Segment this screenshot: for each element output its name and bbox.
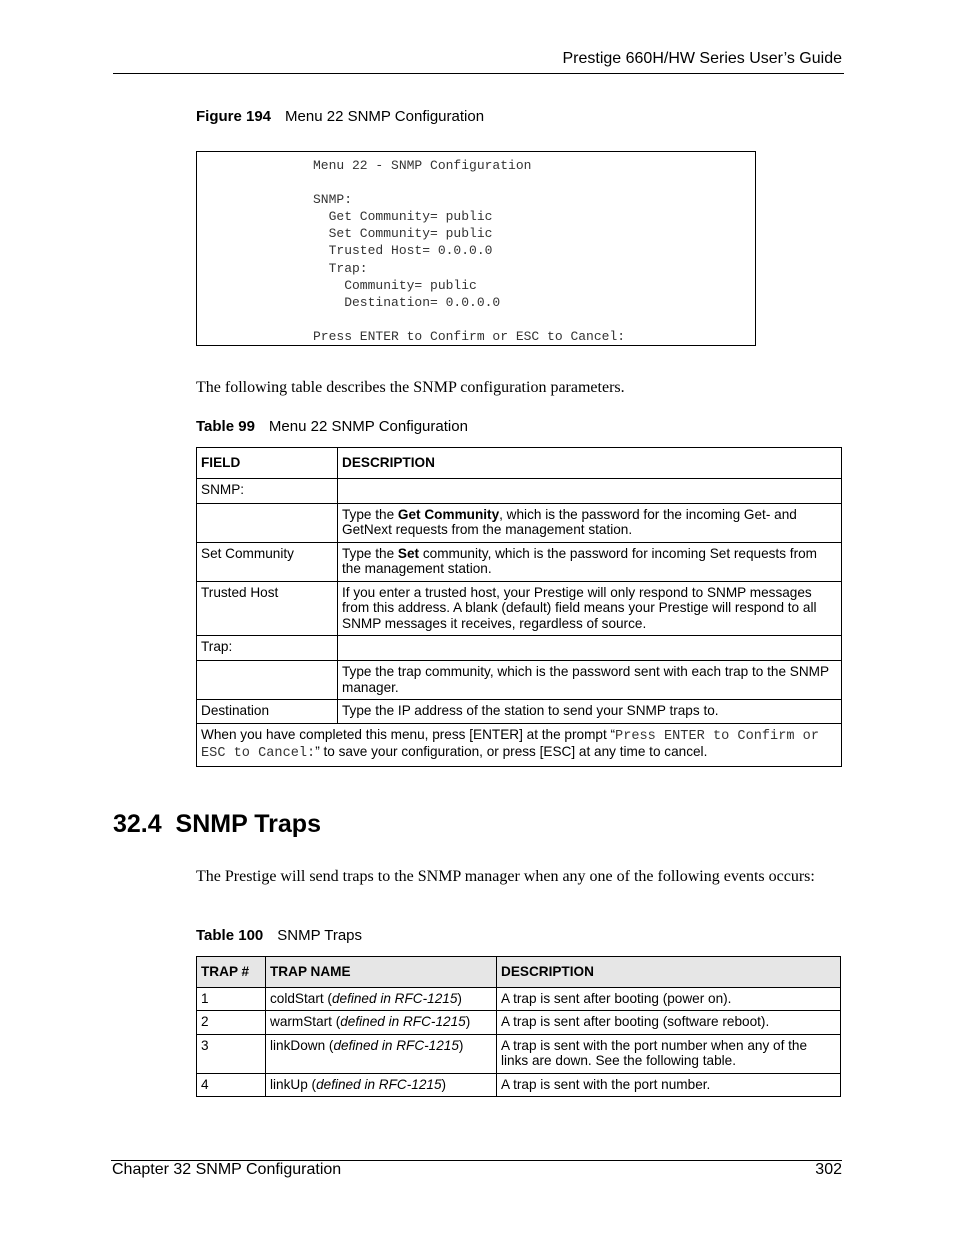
table-row xyxy=(197,636,842,661)
table-row xyxy=(197,700,842,724)
footer-chapter: Chapter 32 SNMP Configuration xyxy=(112,1161,342,1178)
figure-caption xyxy=(196,108,484,125)
snmp-traps-table xyxy=(196,956,841,1097)
table-row xyxy=(197,581,842,636)
field-cell: Trap: xyxy=(197,636,338,661)
screen-line: Destination= 0.0.0.0 xyxy=(313,294,501,310)
description-cell xyxy=(338,661,842,700)
description-cell: A trap is sent with the port number. xyxy=(497,1073,841,1097)
table99-title: Menu 22 SNMP Configuration xyxy=(268,418,468,435)
screen-line: Community= public xyxy=(313,277,477,293)
description-header: DESCRIPTION xyxy=(497,957,841,988)
trap-name: linkUp ( xyxy=(270,1076,317,1092)
field-cell xyxy=(197,503,338,542)
trap-name-close: ) xyxy=(457,990,462,1006)
trap-number-header: TRAP # xyxy=(197,957,266,988)
field-cell xyxy=(197,661,338,700)
trap-name-header: TRAP NAME xyxy=(266,957,497,988)
field-header: FIELD xyxy=(197,448,338,479)
figure-label: Figure 194 xyxy=(196,108,272,125)
trap-name-cell xyxy=(266,1011,497,1035)
table-row xyxy=(197,987,841,1011)
note-text: ” to save your configuration, or press [ESC] at any time to cancel. xyxy=(315,744,708,759)
trap-name-close: ) xyxy=(458,1037,464,1053)
table100-label: Table 100 xyxy=(196,927,264,944)
description-cell: A trap is sent with the port number when any of the links are down. See the following table. xyxy=(497,1034,841,1073)
screen-line: Menu 22 - SNMP Configuration xyxy=(313,158,532,173)
description-cell: A trap is sent after booting (power on). xyxy=(497,987,841,1011)
trap-name-cell xyxy=(266,987,497,1011)
desc-text: If you enter a trusted host, your Prestige will only respond to SNMP messages from this address. A blank (default) field means your Prestige will respond to all SNMP messages it receives, regardless of source. xyxy=(342,584,817,631)
field-cell: Destination xyxy=(197,700,338,724)
screen-line: Trap: xyxy=(313,260,368,276)
table-row xyxy=(197,503,842,542)
description-cell xyxy=(338,503,842,542)
table-header-row xyxy=(197,957,841,988)
prompt-text: Press ENTER to Confirm or ESC to Cancel: xyxy=(201,728,819,761)
intro-paragraph: The following table describes the SNMP configuration parameters. xyxy=(196,379,625,396)
header-rule xyxy=(113,73,844,74)
table-row xyxy=(197,542,842,581)
screen-line: Trusted Host= 0.0.0.0 xyxy=(313,243,493,259)
table-row xyxy=(197,1011,841,1035)
desc-text: Type the IP address of the station to send your SNMP traps to. xyxy=(342,703,719,718)
table99-label: Table 99 xyxy=(196,418,255,435)
description-header: DESCRIPTION xyxy=(338,448,842,479)
description-cell xyxy=(338,700,842,724)
section-heading: 32.4 SNMP Traps xyxy=(113,810,321,838)
desc-text: community, which is the password for incoming Set requests from the management station. xyxy=(342,545,817,576)
table100-title: SNMP Traps xyxy=(277,927,363,944)
table-header-row xyxy=(197,448,842,479)
screen-line: Press ENTER to Confirm or ESC to Cancel: xyxy=(313,328,626,344)
trap-name: warmStart ( xyxy=(270,1014,341,1029)
table-row xyxy=(197,1073,841,1097)
field-cell: Trusted Host xyxy=(197,581,338,636)
trap-name-cell xyxy=(266,1034,497,1073)
screen-line: SNMP: xyxy=(313,192,353,208)
description-cell: A trap is sent after booting (software reboot). xyxy=(497,1011,841,1035)
table-footer-row xyxy=(197,723,842,766)
trap-reference: defined in RFC-1215 xyxy=(333,1037,459,1053)
trap-name-cell xyxy=(266,1073,497,1097)
trap-number-cell: 1 xyxy=(197,987,266,1011)
table-row xyxy=(197,661,842,700)
desc-bold: Set xyxy=(397,545,420,561)
snmp-config-table xyxy=(196,447,842,767)
table-footer-note xyxy=(197,723,842,766)
traps-paragraph: The Prestige will send traps to the SNMP manager when any one of the following events occurs: xyxy=(196,868,815,885)
description-cell xyxy=(338,478,842,503)
desc-text: Type the trap community, which is the password sent with each trap to the SNMP manager. xyxy=(342,664,829,695)
trap-number-cell: 3 xyxy=(197,1034,266,1073)
trap-reference: defined in RFC-1215 xyxy=(340,1014,466,1029)
description-cell xyxy=(338,542,842,581)
table100-caption xyxy=(196,927,362,944)
trap-name-close: ) xyxy=(441,1076,447,1092)
table99-caption xyxy=(196,418,468,435)
figure-title: Menu 22 SNMP Configuration xyxy=(285,108,485,125)
description-cell xyxy=(338,581,842,636)
running-header: Prestige 660H/HW Series User’s Guide xyxy=(562,50,842,67)
trap-number-cell: 2 xyxy=(197,1011,266,1035)
screen-text xyxy=(313,157,625,345)
trap-name-close: ) xyxy=(465,1014,471,1029)
trap-name: coldStart ( xyxy=(270,990,332,1006)
table-row xyxy=(197,478,842,503)
desc-text: , which is the password for the incoming Get- and GetNext requests from the management station. xyxy=(342,506,797,537)
trap-number-cell: 4 xyxy=(197,1073,266,1097)
page-number: 302 xyxy=(815,1161,842,1178)
description-cell xyxy=(338,636,842,661)
trap-name: linkDown ( xyxy=(270,1037,334,1053)
snmp-config-screen xyxy=(196,151,756,346)
field-cell: SNMP: xyxy=(197,478,338,503)
trap-reference: defined in RFC-1215 xyxy=(316,1076,442,1092)
field-cell: Set Community xyxy=(197,542,338,581)
trap-reference: defined in RFC-1215 xyxy=(331,990,458,1006)
desc-bold: Get Community xyxy=(397,506,500,522)
note-text: When you have completed this menu, press [ENTER] at the prompt “ xyxy=(201,726,616,742)
screen-line: Get Community= public xyxy=(313,209,493,225)
desc-text: Type the xyxy=(342,506,398,522)
desc-text: Type the xyxy=(342,545,398,561)
table-row xyxy=(197,1034,841,1073)
screen-line: Set Community= public xyxy=(313,226,493,242)
